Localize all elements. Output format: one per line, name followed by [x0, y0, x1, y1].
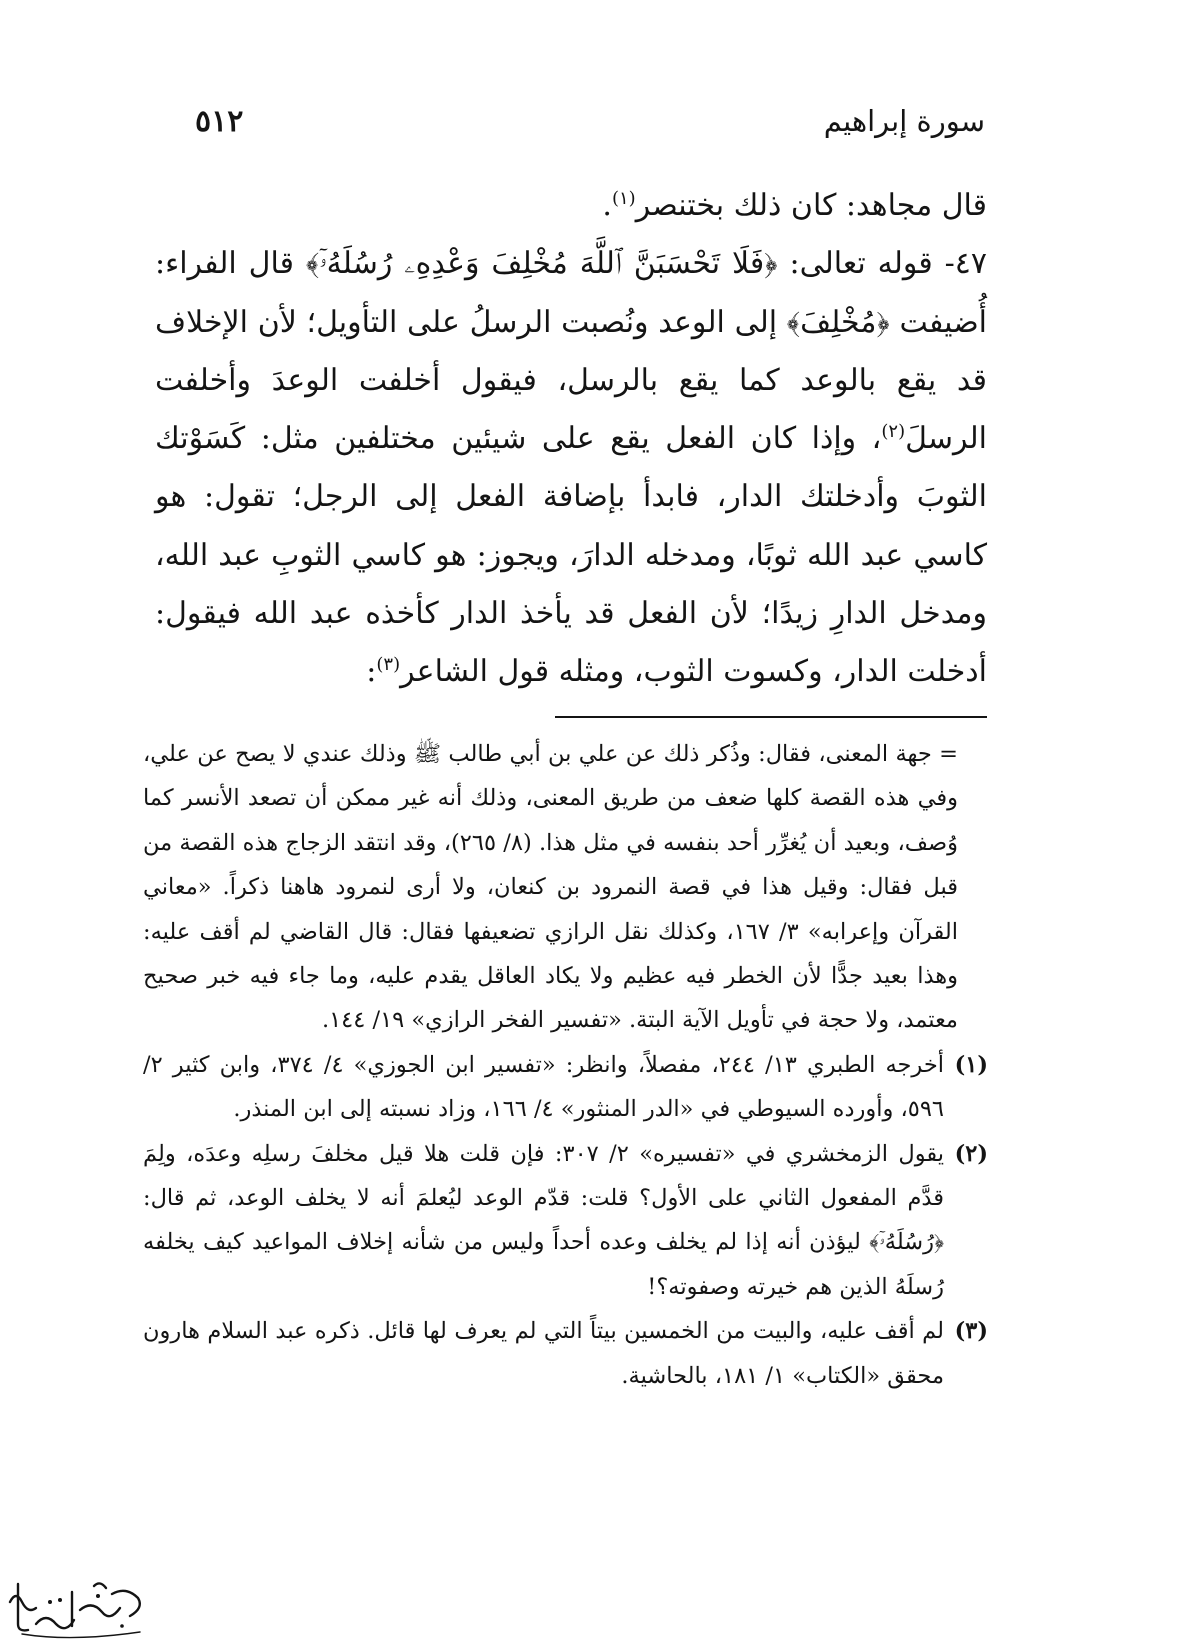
- paragraph-2-text-b: قال الفراء: أُضيفت: [155, 246, 988, 340]
- footnote-2: [143, 1132, 988, 1310]
- footnotes: [143, 732, 988, 1398]
- verse-intro: ٤٧- قوله تعالى:: [777, 246, 987, 282]
- paragraph-2-text-c: إلى الوعد ونُصبت الرسلُ على التأويل؛ لأن الإخلاف قد يقع بالوعد كما يقع بالرسل، فيقول أخلفت الوعدَ وأخلفت الرسلَ: [155, 304, 987, 457]
- paragraph-2-end: :: [366, 654, 377, 690]
- quran-word: ﴿مُخْلِفَ﴾: [786, 304, 890, 340]
- footnote-text-b: ليؤذن أنه إذا لم يخلف وعده أحداً وليس من شأنه إخلاف المواعيد كيف يخلفه رُسلَهُ الذين هم خيرته وصفوته؟!: [143, 1229, 944, 1300]
- footnote-text: أخرجه الطبري ١٣/ ٢٤٤، مفصلاً، وانظر: «تفسير ابن الجوزي» ٤/ ٣٧٤، وابن كثير ٢/ ٥٩٦، وأورده السيوطي في «الدر المنثور» ٤/ ١٦٦، وزاد نسبته إلى ابن المنذر.: [143, 1051, 944, 1123]
- footnote-1: [143, 1043, 988, 1132]
- paragraph-2-text-d: ، وإذا كان الفعل يقع على شيئين مختلفين مثل: كَسَوْتك الثوبَ وأدخلتك الدار، فابدأ بإضافة الفعل إلى الرجل؛ تقول: هو كاسي عبد الله ثوبًا، ومدخله الدارَ، ويجوز: هو كاسي الثوبِ عبد الله، ومدخل الدارِ زيدًا؛ لأن الفعل قد يأخذ الدار كأخذه عبد الله فيقول: أدخلت الدار، وكسوت الثوب، ومثله قول الشاعر: [155, 421, 987, 690]
- footnote-text: لم أقف عليه، والبيت من الخمسين بيتاً التي لم يعرف لها قائل. ذكره عبد السلام هارون محقق «الكتاب» ١/ ١٨١، بالحاشية.: [143, 1318, 944, 1389]
- paragraph-1: [155, 177, 987, 235]
- paragraph-2: [155, 235, 987, 701]
- footnote-text-a: يقول الزمخشري في «تفسيره» ٢/ ٣٠٧: فإن قلت هلا قيل مخلفَ رسلِه وعدَه، ولِمَ قدَّم المفعول الثاني على الأول؟ قلت: قدّم الوعد ليُعلمَ أنه لا يخلف الوعد، ثم قال:: [143, 1140, 945, 1212]
- page-number: ٥١٢: [195, 104, 244, 139]
- quran-verse: ﴿فَلَا تَحْسَبَنَّ ٱللَّهَ مُخْلِفَ وَعْدِهِۦ رُسُلَهُۥٓ﴾: [305, 246, 778, 282]
- publisher-stamp-logo: [2, 1572, 150, 1644]
- main-text: [155, 177, 987, 702]
- footnote-ref-2: (٢): [881, 421, 906, 443]
- page-header: [195, 104, 985, 154]
- footnote-3: [143, 1309, 988, 1398]
- footnote-number: (١): [954, 1051, 988, 1078]
- paragraph-1-text: قال مجاهد: كان ذلك بختنصر: [635, 188, 987, 223]
- footnote-ref-1: (١): [611, 188, 636, 209]
- footnote-continuation: = جهة المعنى، فقال: وذُكر ذلك عن علي بن أبي طالب ﷺ وذلك عندي لا يصح عن علي، وفي هذه القصة كلها ضعف من طريق المعنى، وذلك أنه غير ممكن أن تصعد الأنسر كما وُصف، وبعيد أن يُغرِّر أحد بنفسه في مثل هذا. (٨/ ٢٦٥)، وقد انتقد الزجاج هذه القصة من قبل فقال: وقيل هذا في قصة النمرود بن كنعان، ولا أرى لنمرود هاهنا ذكراً. «معاني القرآن وإعرابه» ٣/ ١٦٧، وكذلك نقل الرازي تضعيفها فقال: قال القاضي لم أقف عليه: وهذا بعيد جدًّا لأن الخطر فيه عظيم ولا يكاد العاقل يقدم عليه، وما جاء فيه خبر صحيح معتمد، ولا حجة في تأويل الآية البتة. «تفسير الفخر الرازي» ١٩/ ١٤٤.: [143, 741, 959, 1034]
- footnote-number: (٢): [954, 1140, 988, 1167]
- quran-word: ﴿رُسُلَهُۥٓ﴾: [869, 1229, 944, 1256]
- paragraph-1-end: .: [602, 188, 612, 223]
- footnote-separator: [555, 716, 987, 718]
- footnote-ref-3: (٣): [376, 654, 401, 676]
- surah-title: سورة إبراهيم: [823, 104, 985, 138]
- footnote-text: [143, 1132, 944, 1310]
- footnote-number: (٣): [954, 1318, 988, 1345]
